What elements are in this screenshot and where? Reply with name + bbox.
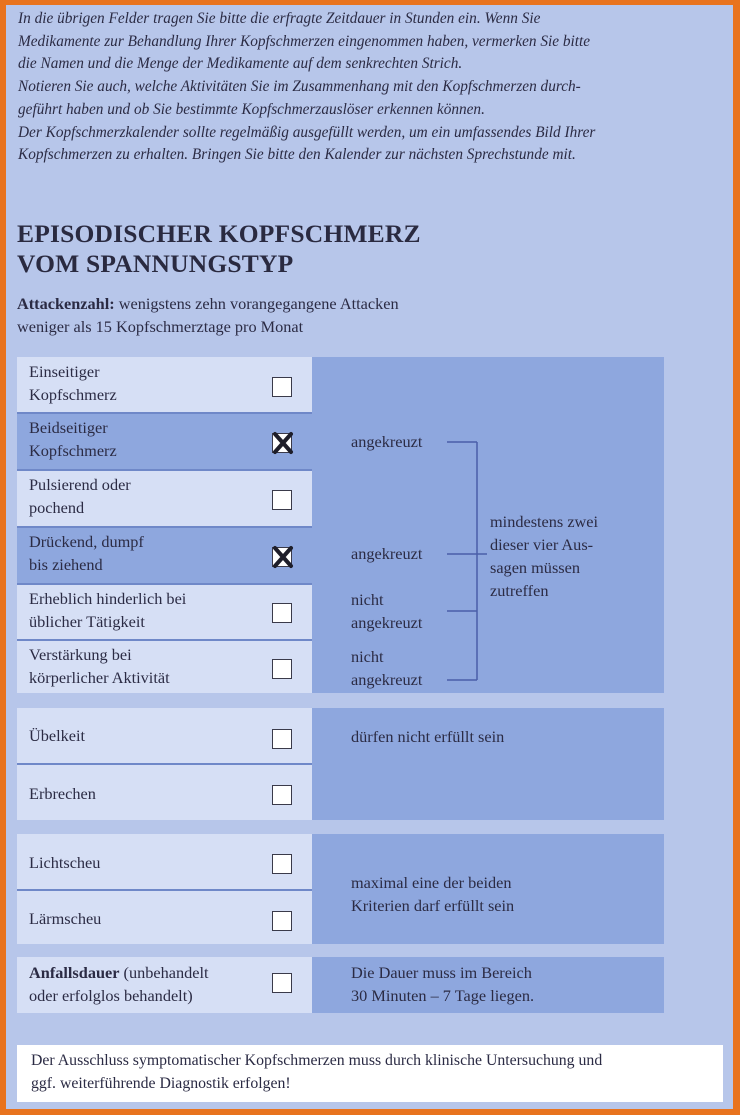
marked-note: angekreuzt [351,544,423,563]
marked-note: angekreuzt [351,432,423,451]
criterion-label: Lichtscheu [29,853,101,872]
criterion-label: Übelkeit [29,726,86,745]
attack-count-label: Attackenzahl: [17,294,115,313]
criteria-block-sensitivity [17,834,664,944]
not-marked-note: nicht angekreuzt [351,590,423,632]
criteria-summary: mindestens zwei dieser vier Aus- sagen müssen zutreffen [490,512,599,600]
intro-line: Der Kopfschmerzkalender sollte regelmäßig ausgefüllt werden, um ein umfassendes Bild Ihrer [18,123,596,141]
intro-line: Kopfschmerzen zu erhalten. Bringen Sie bitte den Kalender zur nächsten Sprechstunde mit. [18,146,576,164]
sensitivity-note: maximal eine der beiden Kriterien darf erfüllt sein [351,873,515,915]
criterion-label: Drückend, dumpf bis ziehend [29,532,144,574]
checkbox-nausea[interactable] [272,729,292,749]
criterion-row [17,891,312,944]
intro-line: geführt haben und ob Sie bestimmte Kopfschmerzauslöser erkennen können. [18,100,485,118]
intro-line: In die übrigen Felder tragen Sie bitte die erfragte Zeitdauer in Stunden ein. Wenn Sie [18,10,541,27]
criterion-label: Verstärkung bei körperlicher Aktivität [29,645,170,687]
checkbox-noise-sensitivity[interactable] [272,911,292,931]
duration-note: Die Dauer muss im Bereich 30 Minuten – 7 Tage liegen. [351,963,535,1005]
intro-text [18,8,718,167]
footer-note: Der Ausschluss symptomatischer Kopfschmerzen muss durch klinische Untersuchung und ggf. weiterführende Diagnostik erfolgen! [17,1045,723,1102]
title-line-1: EPISODISCHER KOPFSCHMERZ [17,219,421,248]
attack-count [17,293,617,338]
criterion-row [17,708,312,763]
criterion-label: Erbrechen [29,784,96,803]
criteria-block-duration [17,957,664,1013]
criterion-row [17,834,312,889]
title-line-2: VOM SPANNUNGSTYP [17,249,294,278]
page-title [17,219,617,279]
intro-line: die Namen und die Menge der Medikamente auf dem senkrechten Strich. [18,55,463,73]
criterion-label: Beidseitiger Kopfschmerz [29,418,117,460]
not-marked-note: nicht angekreuzt [351,647,423,689]
attack-count-text-1: wenigstens zehn vorangegangene Attacken [118,294,399,313]
document-page [6,5,733,1109]
criterion-label: Erheblich hinderlich bei üblicher Tätigkeit [29,589,187,631]
criterion-label: Anfallsdauer (unbehandelt oder erfolglos behandelt) [29,963,209,1005]
checkbox-vomiting[interactable] [272,785,292,805]
attack-count-text-2: weniger als 15 Kopfschmerztage pro Monat [17,316,304,336]
nausea-note: dürfen nicht erfüllt sein [351,727,505,746]
criteria-info-panel [312,708,664,820]
criterion-label: Pulsierend oder pochend [29,475,131,517]
criteria-block-nausea [17,708,664,820]
checkbox-attack-duration[interactable] [272,973,292,993]
intro-line: Notieren Sie auch, welche Aktivitäten Sie im Zusammenhang mit den Kopfschmerzen durch- [18,78,581,96]
checkbox-light-sensitivity[interactable] [272,854,292,874]
criterion-label: Einseitiger Kopfschmerz [29,362,117,404]
criterion-row [17,957,312,1013]
criterion-row [17,765,312,820]
criteria-block-main [17,357,664,693]
intro-line: Medikamente zur Behandlung Ihrer Kopfschmerzen eingenommen haben, vermerken Sie bitte [18,32,591,50]
criterion-label: Lärmscheu [29,909,102,928]
